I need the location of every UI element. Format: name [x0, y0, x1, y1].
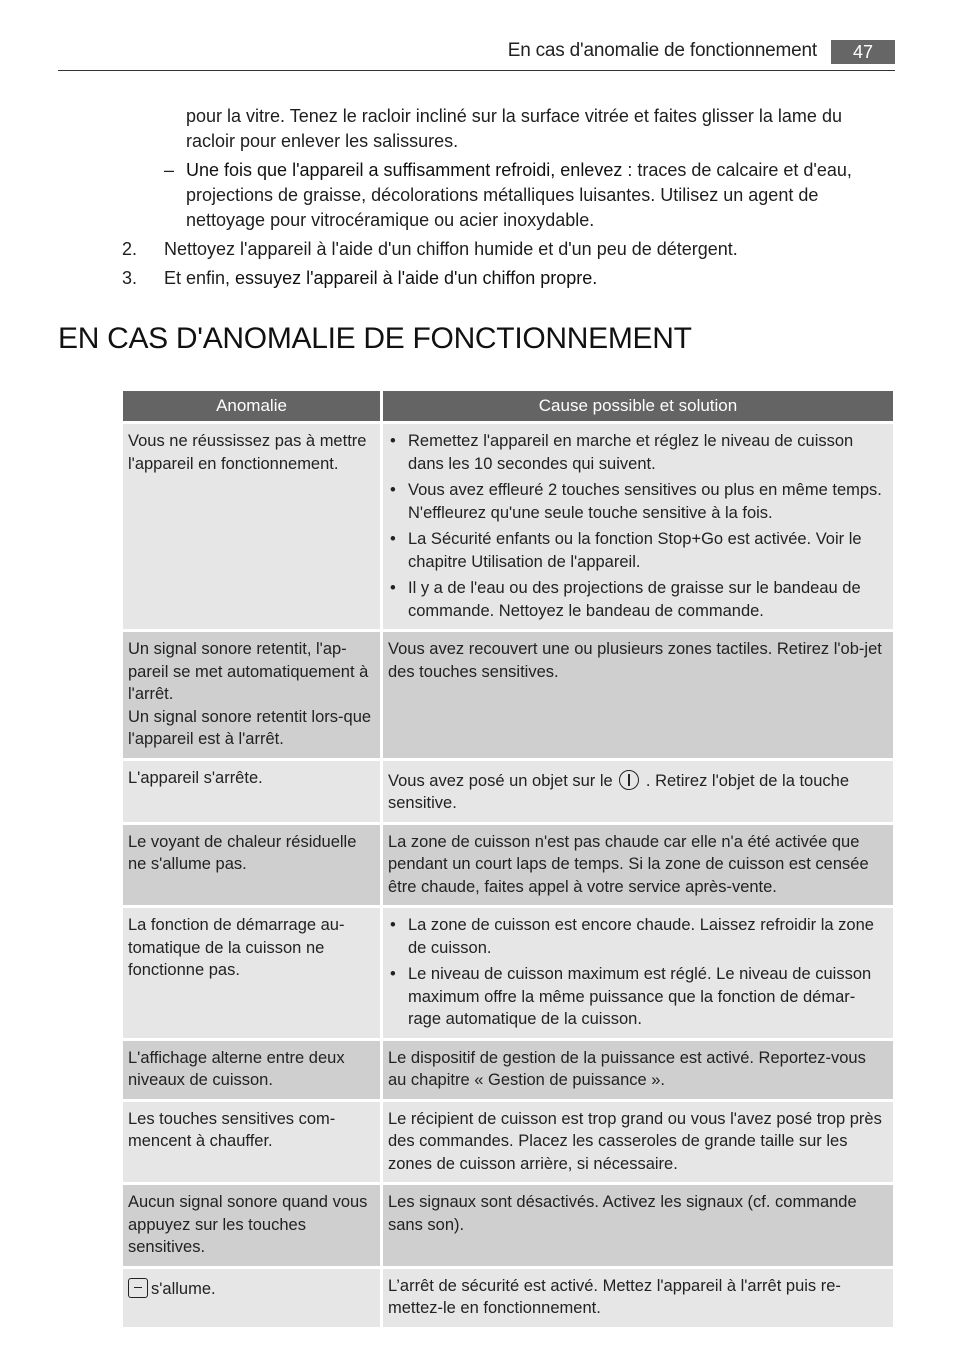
problem-cell: L'affichage alterne entre deux niveaux de cuisson. — [123, 1041, 380, 1099]
troubleshooting-table — [120, 388, 896, 1330]
solution-text-post: . Retirez l'objet de la touche sensitive. — [388, 771, 850, 812]
list-item: • Vous avez effleuré 2 touches sensitives ou plus en même temps. N'effleurez qu'une seule touche sensitive à la fois. — [388, 479, 888, 524]
page-header — [58, 38, 895, 71]
table-row — [123, 825, 893, 906]
header-title: En cas d'anomalie de fonctionnement — [507, 40, 817, 61]
solution-cell: Le récipient de cuisson est trop grand ou vous l'avez posé trop près des commandes. Placez les casseroles de grande taille sur les zones de cuisson arrière, si nécessaire. — [383, 1102, 893, 1183]
section-title: EN CAS D'ANOMALIE DE FONCTIONNEMENT — [58, 322, 692, 355]
problem-cell: Les touches sensitives com-mencent à chauffer. — [123, 1102, 380, 1183]
solution-cell — [383, 908, 893, 1038]
table-row — [123, 1102, 893, 1183]
dash-item-text — [186, 158, 892, 233]
table-row — [123, 1041, 893, 1099]
column-header-solution: Cause possible et solution — [383, 391, 893, 421]
continuation-paragraph: pour la vitre. Tenez le racloir incliné sur la surface vitrée et faites glisser la lame du racloir pour enlever les salissures. — [186, 106, 842, 151]
problem-text: Un signal sonore retentit, l'ap-pareil se met automatiquement à l'arrêt. — [128, 640, 369, 703]
problem-cell — [123, 632, 380, 758]
table-row — [123, 761, 893, 822]
dash-item-emphasis: Une fois que l'appareil a suffisamment refroidi, enlevez : — [186, 160, 633, 180]
list-item: • La Sécurité enfants ou la fonction Stop+Go est activée. Voir le chapitre Utilisation de l'appareil. — [388, 528, 888, 573]
problem-text-2: Un signal sonore retentit lors-que l'appareil est à l'arrêt. — [128, 707, 372, 748]
page-number: 47 — [831, 40, 895, 64]
on-off-key-icon — [619, 770, 639, 790]
list-item: • Il y a de l'eau ou des projections de graisse sur le bandeau de commande. Nettoyez le bandeau de commande. — [388, 577, 888, 622]
problem-cell — [123, 1269, 380, 1327]
table-row — [123, 908, 893, 1038]
solution-cell: Vous avez recouvert une ou plusieurs zones tactiles. Retirez l'ob-jet des touches sensitives. — [383, 632, 893, 758]
table-row — [123, 1185, 893, 1266]
intro-text — [122, 104, 892, 291]
solution-cell: Le dispositif de gestion de la puissance est activé. Reportez-vous au chapitre « Gestion de puissance ». — [383, 1041, 893, 1099]
problem-cell: L'appareil s'arrête. — [123, 761, 380, 822]
step-2 — [122, 237, 892, 262]
solution-cell — [383, 761, 893, 822]
list-item: • Le niveau de cuisson maximum est réglé. Le niveau de cuisson maximum offre la même puissance que la fonction de démar-rage automatique de la cuisson. — [388, 963, 888, 1031]
dash-mark: – — [164, 160, 175, 180]
dash-display-icon — [128, 1278, 148, 1298]
problem-cell: Le voyant de chaleur résiduelle ne s'allume pas. — [123, 825, 380, 906]
step-text: Nettoyez l'appareil à l'aide d'un chiffon humide et d'un peu de détergent. — [164, 239, 738, 259]
table-header-row — [123, 391, 893, 421]
problem-text: s'allume. — [151, 1279, 216, 1298]
solution-cell: Les signaux sont désactivés. Activez les signaux (cf. commande sans son). — [383, 1185, 893, 1266]
table-row — [123, 424, 893, 629]
step-text — [164, 266, 597, 291]
problem-cell: Vous ne réussissez pas à mettre l'appareil en fonctionnement. — [123, 424, 380, 629]
dash-list-item — [122, 158, 892, 233]
step-text-emphasis: essuyez l'appareil à l'aide d'un chiffon propre. — [235, 268, 598, 288]
list-item: • Remettez l'appareil en marche et réglez le niveau de cuisson dans les 10 secondes qui suivent. — [388, 430, 888, 475]
solution-cell: L’arrêt de sécurité est activé. Mettez l'appareil à l'arrêt puis re-mettez-le en fonctionnement. — [383, 1269, 893, 1327]
table-row — [123, 1269, 893, 1327]
solution-text-pre: Vous avez posé un objet sur le — [388, 771, 618, 790]
solution-cell: La zone de cuisson n'est pas chaude car elle n'a été activée que pendant un court laps de temps. Si la zone de cuisson est censée être chaude, faites appel à votre service après-vente. — [383, 825, 893, 906]
step-text-pre: Et enfin, — [164, 268, 236, 288]
column-header-anomalie: Anomalie — [123, 391, 380, 421]
problem-cell: Aucun signal sonore quand vous appuyez sur les touches sensitives. — [123, 1185, 380, 1266]
step-3 — [122, 266, 892, 291]
step-number: 2. — [122, 239, 138, 259]
solution-cell — [383, 424, 893, 629]
table-row — [123, 632, 893, 758]
list-item: • La zone de cuisson est encore chaude. Laissez refroidir la zone de cuisson. — [388, 914, 888, 959]
problem-cell: La fonction de démarrage au-tomatique de la cuisson ne fonctionne pas. — [123, 908, 380, 1038]
solution-list — [388, 914, 888, 1031]
step-number: 3. — [122, 268, 138, 288]
dash-item-rest: traces de calcaire et d'eau, projections de graisse, décolorations métalliques luisantes. Utilisez un agent de nettoyage pour vitrocéramique ou acier inoxydable. — [186, 160, 852, 230]
solution-list — [388, 430, 888, 622]
